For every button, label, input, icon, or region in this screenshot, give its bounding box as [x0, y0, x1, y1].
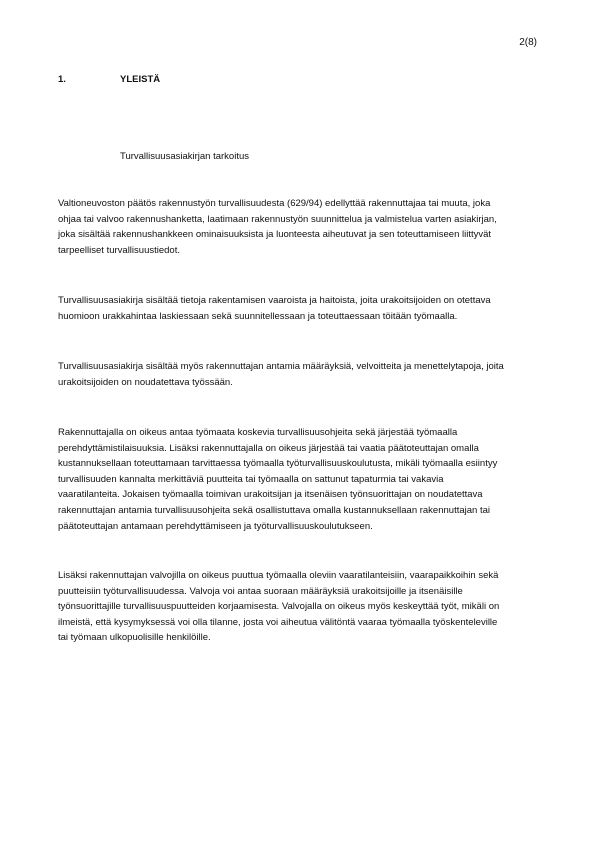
- section-title: YLEISTÄ: [120, 74, 161, 85]
- paragraph: Valtioneuvoston päätös rakennustyön turvallisuudesta (629/94) edellyttää rakennuttajaa tai muuta, joka ohjaa tai valvoo rakennushanketta, laatimaan rakennustyön suunnittelua ja valmistelua varten asiakirjan, joka sisältää rakennushankkeen ominaisuuksista ja luonteesta aiheutuvat ja sen toteuttamiseen liittyvät tarpeelliset turvallisuustiedot.: [58, 198, 497, 256]
- paragraph: Turvallisuusasiakirja sisältää tietoja rakentamisen vaaroista ja haitoista, joita urakoitsijoiden on otettava huomioon urakkahintaa laskiessaan sekä suunnitellessaan ja toteuttaessaan töitään työmaalla.: [58, 295, 491, 322]
- paragraph: Lisäksi rakennuttajan valvojilla on oikeus puuttua työmaalla oleviin vaaratilanteisiin, vaarapaikkoihin sekä puutteisiin työturvallisuudessa. Valvoja voi antaa suoraan määräyksiä urakoitsijoille ja itsenäisille työnsuorittajille turvallisuuspuutteiden korjaamisesta. Valvojalla on oikeus myös keskeyttää työt, mikäli on ilmeistä, että kysymyksessä voi olla tilanne, josta voi aiheutua välitöntä vaaraa työmaalla työskenteleville tai työmaan ulkopuolisille henkilöille.: [58, 570, 500, 644]
- section-number: 1.: [58, 74, 66, 85]
- paragraph: Turvallisuusasiakirja sisältää myös rakennuttajan antamia määräyksiä, velvoitteita ja menettelytapoja, joita urakoitsijoiden on noudatettava työssään.: [58, 361, 504, 388]
- page-number: 2(8): [519, 37, 537, 48]
- section-heading: [58, 74, 160, 85]
- subsection-title: Turvallisuusasiakirjan tarkoitus: [120, 151, 250, 162]
- paragraph: Rakennuttajalla on oikeus antaa työmaata koskevia turvallisuusohjeita sekä järjestää työmaalla perehdyttämistilaisuuksia. Lisäksi rakennuttajalla on oikeus järjestää tai vaatia päätoteuttajan omalla kustannuksellaan toteuttamaan tarvittaessa työmaalla työturvallisuuskoulutusta, mikäli työmaalla esiintyy turvallisuuden kannalta merkittäviä puutteita tai työmaalla on sattunut tapaturmia tai vakavia vaaratilanteita. Jokaisen työmaalla toimivan urakoitsijan ja itsenäisen työnsuorittajan on noudatettava rakennuttajan antamia turvallisuusohjeita sekä osallistuttava omalla kustannuksellaan rakennuttajan tai päätoteuttajan antamaan perehdyttämiseen ja työturvallisuuskoulutukseen.: [58, 427, 498, 532]
